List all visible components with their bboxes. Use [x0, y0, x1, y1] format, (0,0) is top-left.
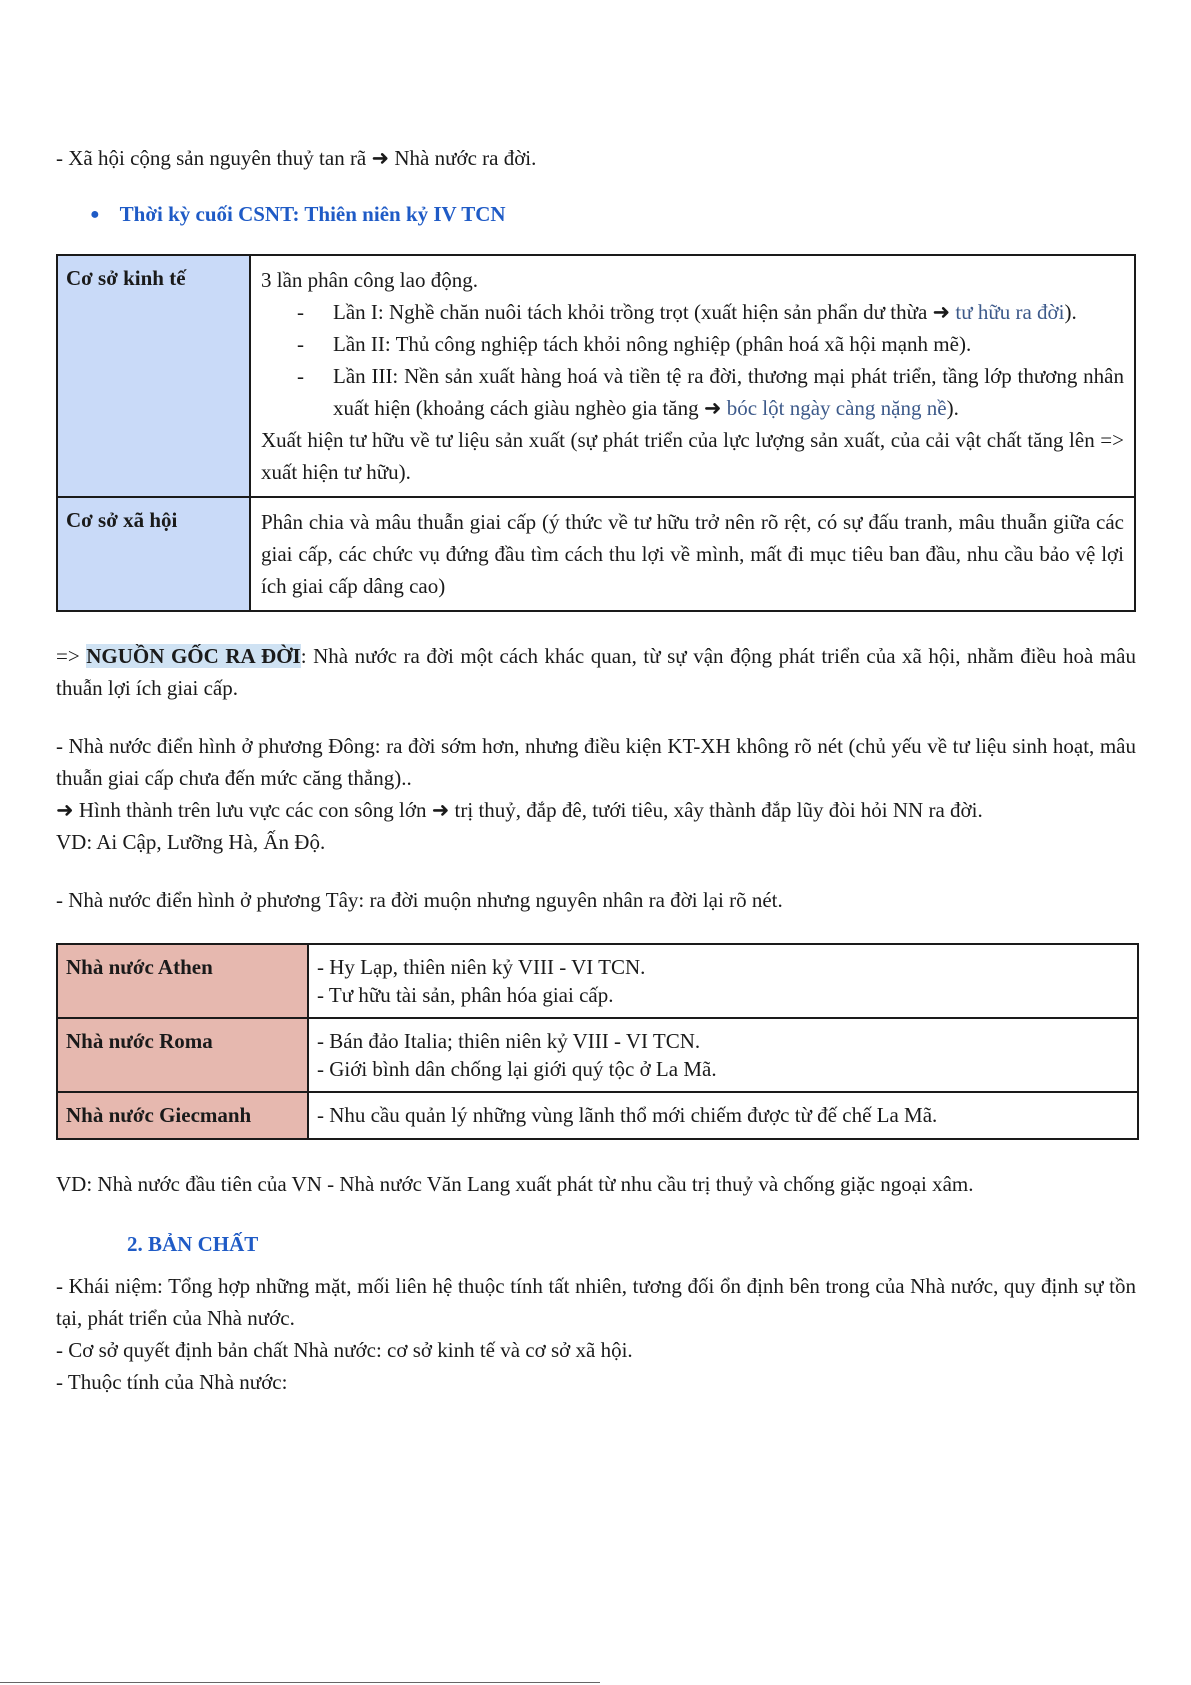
cell-line: - Nhu cầu quản lý những vùng lãnh thổ mới chiếm được từ đế chế La Mã.	[317, 1103, 938, 1127]
table-row	[57, 1092, 1138, 1139]
row-value-giecmanh	[308, 1092, 1138, 1139]
origin-prefix: =>	[56, 644, 87, 668]
table-row	[57, 497, 1135, 611]
row-label-social: Cơ sở xã hội	[57, 497, 250, 611]
row-label-giecmanh: Nhà nước Giecmanh	[57, 1092, 308, 1139]
east-line-2: ➜ Hình thành trên lưu vực các con sông lớn ➜ trị thuỷ, đắp đê, tưới tiêu, xây thành đắp lũy đòi hỏi NN ra đời.	[56, 798, 983, 822]
origin-highlight: NGUỒN GỐC RA ĐỜI	[86, 644, 301, 668]
cell-line: - Bán đảo Italia; thiên niên kỷ VIII - VI TCN.	[317, 1029, 701, 1053]
list-item: - Lần III: Nền sản xuất hàng hoá và tiền tệ ra đời, thương mại phát triển, tầng lớp thương nhân xuất hiện (khoảng cách giàu nghèo gia tăng ➜ bóc lột ngày càng nặng nề).	[297, 364, 1124, 420]
economic-outro: Xuất hiện tư hữu về tư liệu sản xuất (sự phát triển của lực lượng sản xuất, của cải vật chất tăng lên => xuất hiện tư hữu).	[261, 428, 1124, 484]
row-label-economic: Cơ sở kinh tế	[57, 255, 250, 497]
list-item-blue-text: tư hữu ra đời	[955, 300, 1065, 324]
economic-social-basis-table	[56, 254, 1136, 612]
origin-paragraph	[56, 640, 1136, 704]
bullet-heading-row	[90, 202, 1136, 227]
list-item-after-text: ).	[1064, 300, 1077, 324]
footer-divider	[0, 1682, 600, 1683]
cell-line: - Hy Lạp, thiên niên kỷ VIII - VI TCN.	[317, 955, 646, 979]
list-item-text: Lần III: Nền sản xuất hàng hoá và tiền tệ ra đời, thương mại phát triển, tầng lớp thương nhân xuất hiện (khoảng cách giàu nghèo gia tăng ➜	[333, 364, 1124, 420]
row-label-athen: Nhà nước Athen	[57, 944, 308, 1018]
nature-basis: - Cơ sở quyết định bản chất Nhà nước: cơ sở kinh tế và cơ sở xã hội.	[56, 1338, 633, 1362]
nature-concept: - Khái niệm: Tổng hợp những mặt, mối liên hệ thuộc tính tất nhiên, tương đối ổn định bên trong của Nhà nước, quy định sự tồn tại, phát triển của Nhà nước.	[56, 1274, 1136, 1330]
row-value-athen	[308, 944, 1138, 1018]
list-item-text: Lần I: Nghề chăn nuôi tách khỏi trồng trọt (xuất hiện sản phẩn dư thừa ➜	[333, 300, 956, 324]
vn-example: VD: Nhà nước đầu tiên của VN - Nhà nước Văn Lang xuất phát từ nhu cầu trị thuỷ và chống giặc ngoại xâm.	[56, 1172, 974, 1196]
list-item: - Lần II: Thủ công nghiệp tách khỏi nông nghiệp (phân hoá xã hội mạnh mẽ).	[297, 332, 972, 356]
list-item-after-text: ).	[946, 396, 959, 420]
list-item-text: Lần II: Thủ công nghiệp tách khỏi nông nghiệp (phân hoá xã hội mạnh mẽ).	[333, 332, 972, 356]
east-line-3: VD: Ai Cập, Lưỡng Hà, Ấn Độ.	[56, 830, 326, 854]
row-value-roma	[308, 1018, 1138, 1092]
row-value-economic	[250, 255, 1135, 497]
section-2-heading: 2. BẢN CHẤT	[127, 1232, 259, 1256]
cell-line: - Tư hữu tài sản, phân hóa giai cấp.	[317, 983, 614, 1007]
western-states-table	[56, 943, 1139, 1140]
west-paragraph: - Nhà nước điển hình ở phương Tây: ra đời muộn nhưng nguyên nhân ra đời lại rõ nét.	[56, 888, 783, 912]
origin-text: : Nhà nước ra đời một cách khác quan, từ sự vận động phát triển của xã hội, nhằm điều hoà mâu thuẫn lợi ích giai cấp.	[56, 644, 1136, 700]
economic-intro: 3 lần phân công lao động.	[261, 268, 478, 292]
table-row	[57, 1018, 1138, 1092]
row-value-social: Phân chia và mâu thuẫn giai cấp (ý thức về tư hữu trở nên rõ rệt, có sự đấu tranh, mâu thuẫn giữa các giai cấp, các chức vụ đứng đầu tìm cách thu lợi về mình, mất đi mục tiêu ban đầu, nhu cầu bảo vệ lợi ích giai cấp dâng cao)	[250, 497, 1135, 611]
row-label-roma: Nhà nước Roma	[57, 1018, 308, 1092]
cell-line: - Giới bình dân chống lại giới quý tộc ở La Mã.	[317, 1057, 717, 1081]
table-row	[57, 944, 1138, 1018]
nature-attributes: - Thuộc tính của Nhà nước:	[56, 1370, 288, 1394]
east-paragraph: - Nhà nước điển hình ở phương Đông: ra đời sớm hơn, nhưng điều kiện KT-XH không rõ nét (chủ yếu về tư liệu sinh hoạt, mâu thuẫn giai cấp chưa đến mức căng thẳng)..	[56, 734, 1136, 790]
list-item-blue-text: bóc lột ngày càng nặng nề	[726, 396, 947, 420]
document-page	[56, 142, 1136, 1398]
list-item: - Lần I: Nghề chăn nuôi tách khỏi trồng trọt (xuất hiện sản phẩn dư thừa ➜ tư hữu ra đời).	[297, 300, 1077, 324]
bullet-dot-icon: ●	[90, 205, 100, 223]
bullet-heading: Thời kỳ cuối CSNT: Thiên niên kỷ IV TCN	[119, 202, 506, 226]
intro-line: - Xã hội cộng sản nguyên thuỷ tan rã ➜ Nhà nước ra đời.	[56, 146, 537, 170]
table-row	[57, 255, 1135, 497]
